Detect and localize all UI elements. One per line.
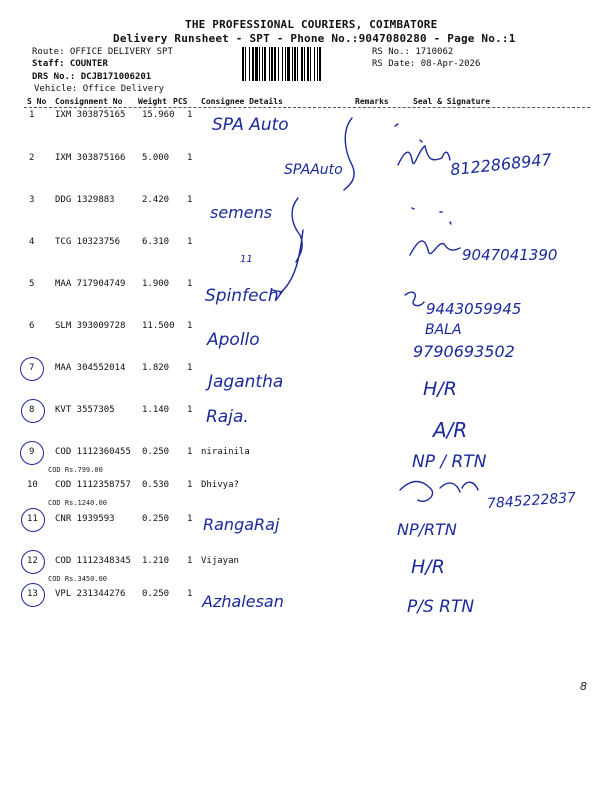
signature-stroke [412,208,451,224]
company-title: THE PROFESSIONAL COURIERS, COIMBATORE [185,18,438,31]
handwritten-phone: 9047041390 [462,246,558,264]
row-pcs: 1 [187,556,193,566]
row-cod-amount: COD Rs.3450.00 [48,575,108,583]
bracket-stroke [344,118,354,190]
signature-stroke [400,481,478,501]
col-seal: Seal & Signature [413,97,491,106]
row-weight: 0.250 [142,514,170,524]
row-sno: 9 [29,447,35,457]
row-pcs: 1 [187,195,193,205]
col-weight: Weight [138,97,167,106]
handwritten-consignee: RangaRaj [203,515,280,534]
row-weight: 15.960 [142,110,175,120]
signature-stroke [398,146,450,165]
row-consignment: COD 1112348345 [55,556,131,566]
row-consignment: COD 1112360455 [55,447,131,457]
row-sno: 11 [27,514,38,524]
handwritten-consignee: Azhalesan [202,592,284,611]
handwritten-phone: 7845222837 [486,489,577,513]
row-weight: 11.500 [142,321,175,331]
row-weight: 0.530 [142,480,170,490]
row-consignment: SLM 393009728 [55,321,126,331]
handwritten-consignee: SPA Auto [212,115,289,135]
row-weight: 5.000 [142,153,170,163]
handwritten-phone: 9443059945 [426,300,522,318]
row-pcs: 1 [187,589,193,599]
drs-number: DRS No.: DCJB171006201 [32,72,152,82]
row-sno: 4 [29,237,35,247]
handwritten-phone: 8122868947 [449,149,553,180]
row-weight: 1.210 [142,556,170,566]
row-consignment: VPL 231344276 [55,589,126,599]
row-sno: 2 [29,153,35,163]
row-pcs: 1 [187,405,193,415]
row-sno: 3 [29,195,35,205]
col-pcs: PCS [173,97,188,106]
row-consignment: IXM 303875165 [55,110,126,120]
row-pcs: 1 [187,480,193,490]
row-consignment: DDG 1329883 [55,195,115,205]
row-sno: 13 [27,589,38,599]
row-sno: 1 [29,110,35,120]
row-pcs: 1 [187,279,193,289]
rs-number: RS No.: 1710062 [372,47,454,57]
row-weight: 0.250 [142,447,170,457]
row-weight: 2.420 [142,195,170,205]
row-sno: 5 [29,279,35,289]
handwritten-name: BALA [425,322,462,338]
col-consignee: Consignee Details [201,97,283,106]
row-consignment: TCG 10323756 [55,237,121,247]
handwritten-status: H/R [423,378,457,400]
row-sno: 6 [29,321,35,331]
row-sno: 12 [27,556,38,566]
row-cod-amount: COD Rs.799.00 [48,466,103,474]
handwritten-consignee: Raja. [206,407,249,427]
row-pcs: 1 [187,110,193,120]
route-label: Route: OFFICE DELIVERY SPT [32,47,173,57]
row-weight: 0.250 [142,589,170,599]
corner-mark: 8 [580,680,587,693]
row-weight: 1.140 [142,405,170,415]
handwritten-consignee: Apollo [207,330,260,350]
handwritten-consignee: SPAAuto [284,162,343,178]
row-sno: 10 [27,480,38,490]
handwritten-consignee: 11 [240,254,253,265]
handwritten-status: NP / RTN [412,452,487,472]
row-cod-amount: COD Rs.1240.00 [48,499,108,507]
row-weight: 6.310 [142,237,170,247]
row-pcs: 1 [187,153,193,163]
row-weight: 1.900 [142,279,170,289]
handwritten-consignee: Spinfech [205,286,279,306]
staff-label: Staff: COUNTER [32,59,108,69]
row-consignee: nirainila [201,447,250,457]
handwritten-status: A/R [433,418,468,442]
row-pcs: 1 [187,514,193,524]
row-pcs: 1 [187,321,193,331]
signature-stroke [410,241,460,255]
row-sno: 8 [29,405,35,415]
row-consignee: Dhivya? [201,480,239,490]
row-pcs: 1 [187,447,193,457]
row-consignment: CNR 1939593 [55,514,115,524]
rs-date: RS Date: 08-Apr-2026 [372,59,481,69]
arrow-stroke [280,230,303,293]
row-sno: 7 [29,363,35,373]
row-consignment: COD 1112358757 [55,480,131,490]
signature-stroke [405,292,424,305]
handwritten-consignee: semens [210,203,273,222]
col-remarks: Remarks [355,97,389,106]
handwritten-consignee: Jagantha [208,372,284,392]
handwritten-status: NP/RTN [397,520,457,539]
col-consignment: Consignment No [55,97,123,106]
runsheet-subtitle: Delivery Runsheet - SPT - Phone No.:9047080280 - Page No.:1 [113,32,516,45]
row-consignment: MAA 304552014 [55,363,126,373]
row-consignee: Vijayan [201,556,239,566]
vehicle-label: Vehicle: Office Delivery [34,84,165,94]
col-sno: S No [27,97,47,106]
row-consignment: IXM 303875166 [55,153,126,163]
arrow-stroke [272,290,282,300]
handwritten-phone: 9790693502 [413,342,515,361]
row-consignment: KVT 3557305 [55,405,115,415]
row-consignment: MAA 717904749 [55,279,126,289]
handwritten-status: H/R [411,556,445,578]
row-pcs: 1 [187,363,193,373]
row-pcs: 1 [187,237,193,247]
row-weight: 1.820 [142,363,170,373]
signature-stroke [395,124,422,142]
handwritten-status: P/S RTN [407,597,475,617]
bracket-stroke [292,198,302,262]
